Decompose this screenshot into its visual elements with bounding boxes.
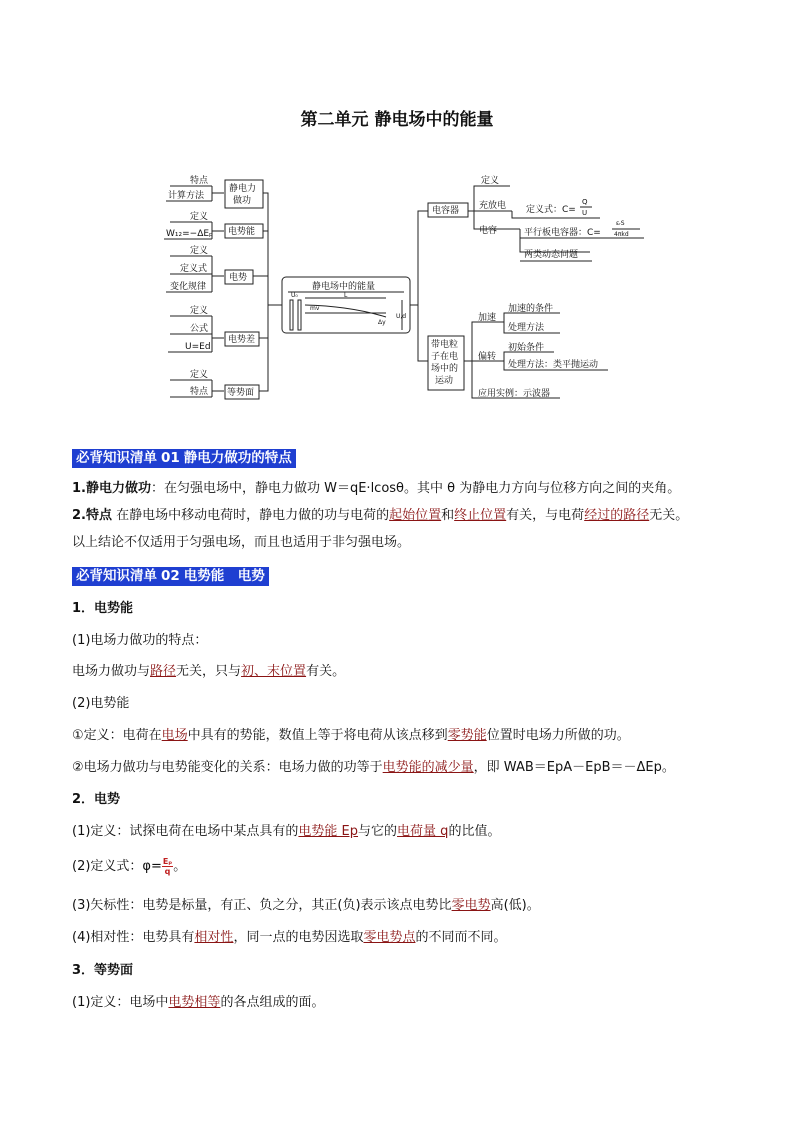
key-term: 电势能的减少量 [382, 760, 474, 775]
text: 。 [173, 859, 187, 874]
map-node-potential: 电势 [229, 273, 248, 283]
map-leaf: 两类动态问题 [524, 250, 579, 260]
map-node-epot: 电势能 [228, 227, 256, 237]
text: (4)相对性：电势具有 [72, 930, 195, 945]
text: 中具有的势能，数值上等于将电荷从该点移到 [187, 728, 448, 743]
map-frac-num: Q [582, 198, 588, 206]
paragraph [72, 994, 732, 1012]
map-node-capacitor: 电容器 [432, 206, 460, 216]
banner-label: 必背知识清单 [76, 450, 157, 466]
map-node-particle: 带电粒 [431, 340, 459, 350]
fraction-denominator: q [164, 867, 171, 876]
key-term: 电场 [161, 728, 188, 743]
text: 电场力做功与 [72, 664, 151, 679]
paragraph [72, 857, 732, 876]
map-frac-den: U [582, 209, 588, 217]
text: 有关。 [306, 664, 346, 679]
text: (1)定义：电场中 [72, 995, 169, 1010]
map-leaf: 定义式：C= [526, 205, 576, 215]
text: 在静电场中移动电荷时，静电力做的功与电荷的 [111, 508, 390, 523]
concept-map [0, 0, 794, 420]
key-term: 起始位置 [389, 508, 442, 523]
map-node-particle: 场中的 [431, 364, 459, 374]
key-term: 经过的路径 [584, 508, 650, 523]
key-term: 零势能 [447, 728, 487, 743]
map-leaf: 处理方法：类平抛运动 [508, 360, 599, 370]
text: 高(低)。 [490, 898, 540, 913]
paragraph [72, 480, 732, 498]
banner-number: 01 [161, 450, 180, 466]
text: ，即 WAB＝EpA－EpB＝－ΔEp。 [473, 760, 675, 775]
map-node-pdiff: 电势差 [228, 335, 256, 345]
heading: 1．电势能 [72, 601, 134, 616]
fraction-numerator: Eₚ [162, 857, 173, 866]
paragraph: (2)电势能 [72, 696, 130, 711]
text: ①定义：电荷在 [72, 728, 162, 743]
heading: 3．等势面 [72, 963, 134, 978]
map-center-ud: U,d [396, 313, 407, 320]
key-term: 路径 [150, 664, 177, 679]
term: 2.特点 [72, 508, 112, 523]
section-banner-02 [72, 567, 269, 586]
map-node-work: 静电力 [229, 184, 257, 194]
map-leaf: W₁₂=−ΔEₚ [166, 229, 213, 239]
map-leaf: 定义式 [180, 264, 208, 274]
page-title: 第二单元 静电场中的能量 [300, 110, 494, 130]
paragraph [72, 823, 732, 841]
map-leaf: 特点 [190, 387, 209, 397]
map-leaf: 变化规律 [170, 282, 207, 292]
text: ，同一点的电势因选取 [233, 930, 364, 945]
map-leaf: 定义 [190, 370, 209, 380]
map-leaf: 加速 [478, 313, 497, 323]
fraction [162, 857, 173, 876]
banner-title: 电势能 电势 [183, 568, 265, 584]
paragraph [72, 663, 732, 681]
text: 位置时电场力所做的功。 [486, 728, 630, 743]
text: 无关。 [649, 508, 689, 523]
paragraph [72, 897, 732, 915]
text: 的比值。 [448, 824, 501, 839]
key-term: 零电势 [451, 898, 491, 913]
map-leaf: 偏转 [478, 352, 497, 362]
map-leaf: 加速的条件 [508, 304, 554, 314]
map-node-particle: 运动 [435, 376, 454, 386]
map-leaf: 初始条件 [508, 343, 545, 353]
map-leaf: 计算方法 [168, 191, 205, 201]
section-banner-01 [72, 449, 296, 468]
banner-number: 02 [161, 568, 180, 584]
text: 的各点组成的面。 [220, 995, 325, 1010]
map-leaf: 电容 [479, 226, 498, 236]
paragraph: 以上结论不仅适用于匀强电场，而且也适用于非匀强电场。 [72, 535, 411, 550]
map-frac-num: εᵣS [616, 220, 625, 227]
text: ：在匀强电场中，静电力做功 W＝qE·lcosθ。其中 θ 为静电力方向与位移方向之间的夹角。 [150, 481, 681, 496]
map-node-equipotential: 等势面 [227, 388, 255, 398]
text: 与它的 [358, 824, 398, 839]
term: 1.静电力做功 [72, 481, 151, 496]
key-term: 电势能 Ep [298, 824, 359, 839]
heading: 2．电势 [72, 792, 121, 807]
key-term: 终止位置 [454, 508, 507, 523]
map-center-u0: U₀ [291, 292, 298, 299]
map-node-particle: 子在电 [431, 352, 459, 362]
text: (2)定义式：φ= [72, 859, 162, 874]
map-leaf: 充放电 [479, 201, 507, 211]
text: (3)矢标性：电势是标量，有正、负之分，其正(负)表示该点电势比 [72, 898, 452, 913]
key-term: 相对性 [194, 930, 234, 945]
map-leaf: 定义 [190, 246, 209, 256]
paragraph [72, 727, 732, 745]
key-term: 电荷量 q [397, 824, 449, 839]
key-term: 零电势点 [363, 930, 416, 945]
text: 有关，与电荷 [506, 508, 585, 523]
banner-title: 静电力做功的特点 [183, 450, 292, 466]
banner-label: 必背知识清单 [76, 568, 157, 584]
map-leaf: 平行板电容器：C= [524, 228, 601, 238]
map-node-work-2: 做功 [233, 196, 252, 206]
paragraph: (1)电场力做功的特点： [72, 633, 208, 648]
key-term: 电势相等 [168, 995, 221, 1010]
paragraph [72, 759, 732, 777]
map-leaf: 定义 [481, 176, 500, 186]
map-leaf: U=Ed [185, 342, 211, 352]
map-leaf: 公式 [190, 324, 209, 334]
text: ②电场力做功与电势能变化的关系：电场力做的功等于 [72, 760, 383, 775]
map-center-dy: Δy [378, 319, 386, 326]
map-center-mv: mv [310, 305, 320, 312]
map-center-l: L [344, 292, 348, 299]
map-leaf: 应用实例：示波器 [478, 389, 551, 399]
map-leaf: 定义 [190, 212, 209, 222]
map-center: 静电场中的能量 [312, 282, 376, 292]
text: 和 [441, 508, 455, 523]
map-leaf: 特点 [190, 176, 209, 186]
key-term: 初、末位置 [241, 664, 307, 679]
paragraph [72, 507, 732, 525]
paragraph [72, 929, 732, 947]
map-leaf: 定义 [190, 306, 209, 316]
text: 的不同而不同。 [415, 930, 507, 945]
text: 无关，只与 [176, 664, 242, 679]
map-frac-den: 4πkd [614, 231, 629, 238]
text: (1)定义：试探电荷在电场中某点具有的 [72, 824, 299, 839]
map-leaf: 处理方法 [508, 323, 545, 333]
